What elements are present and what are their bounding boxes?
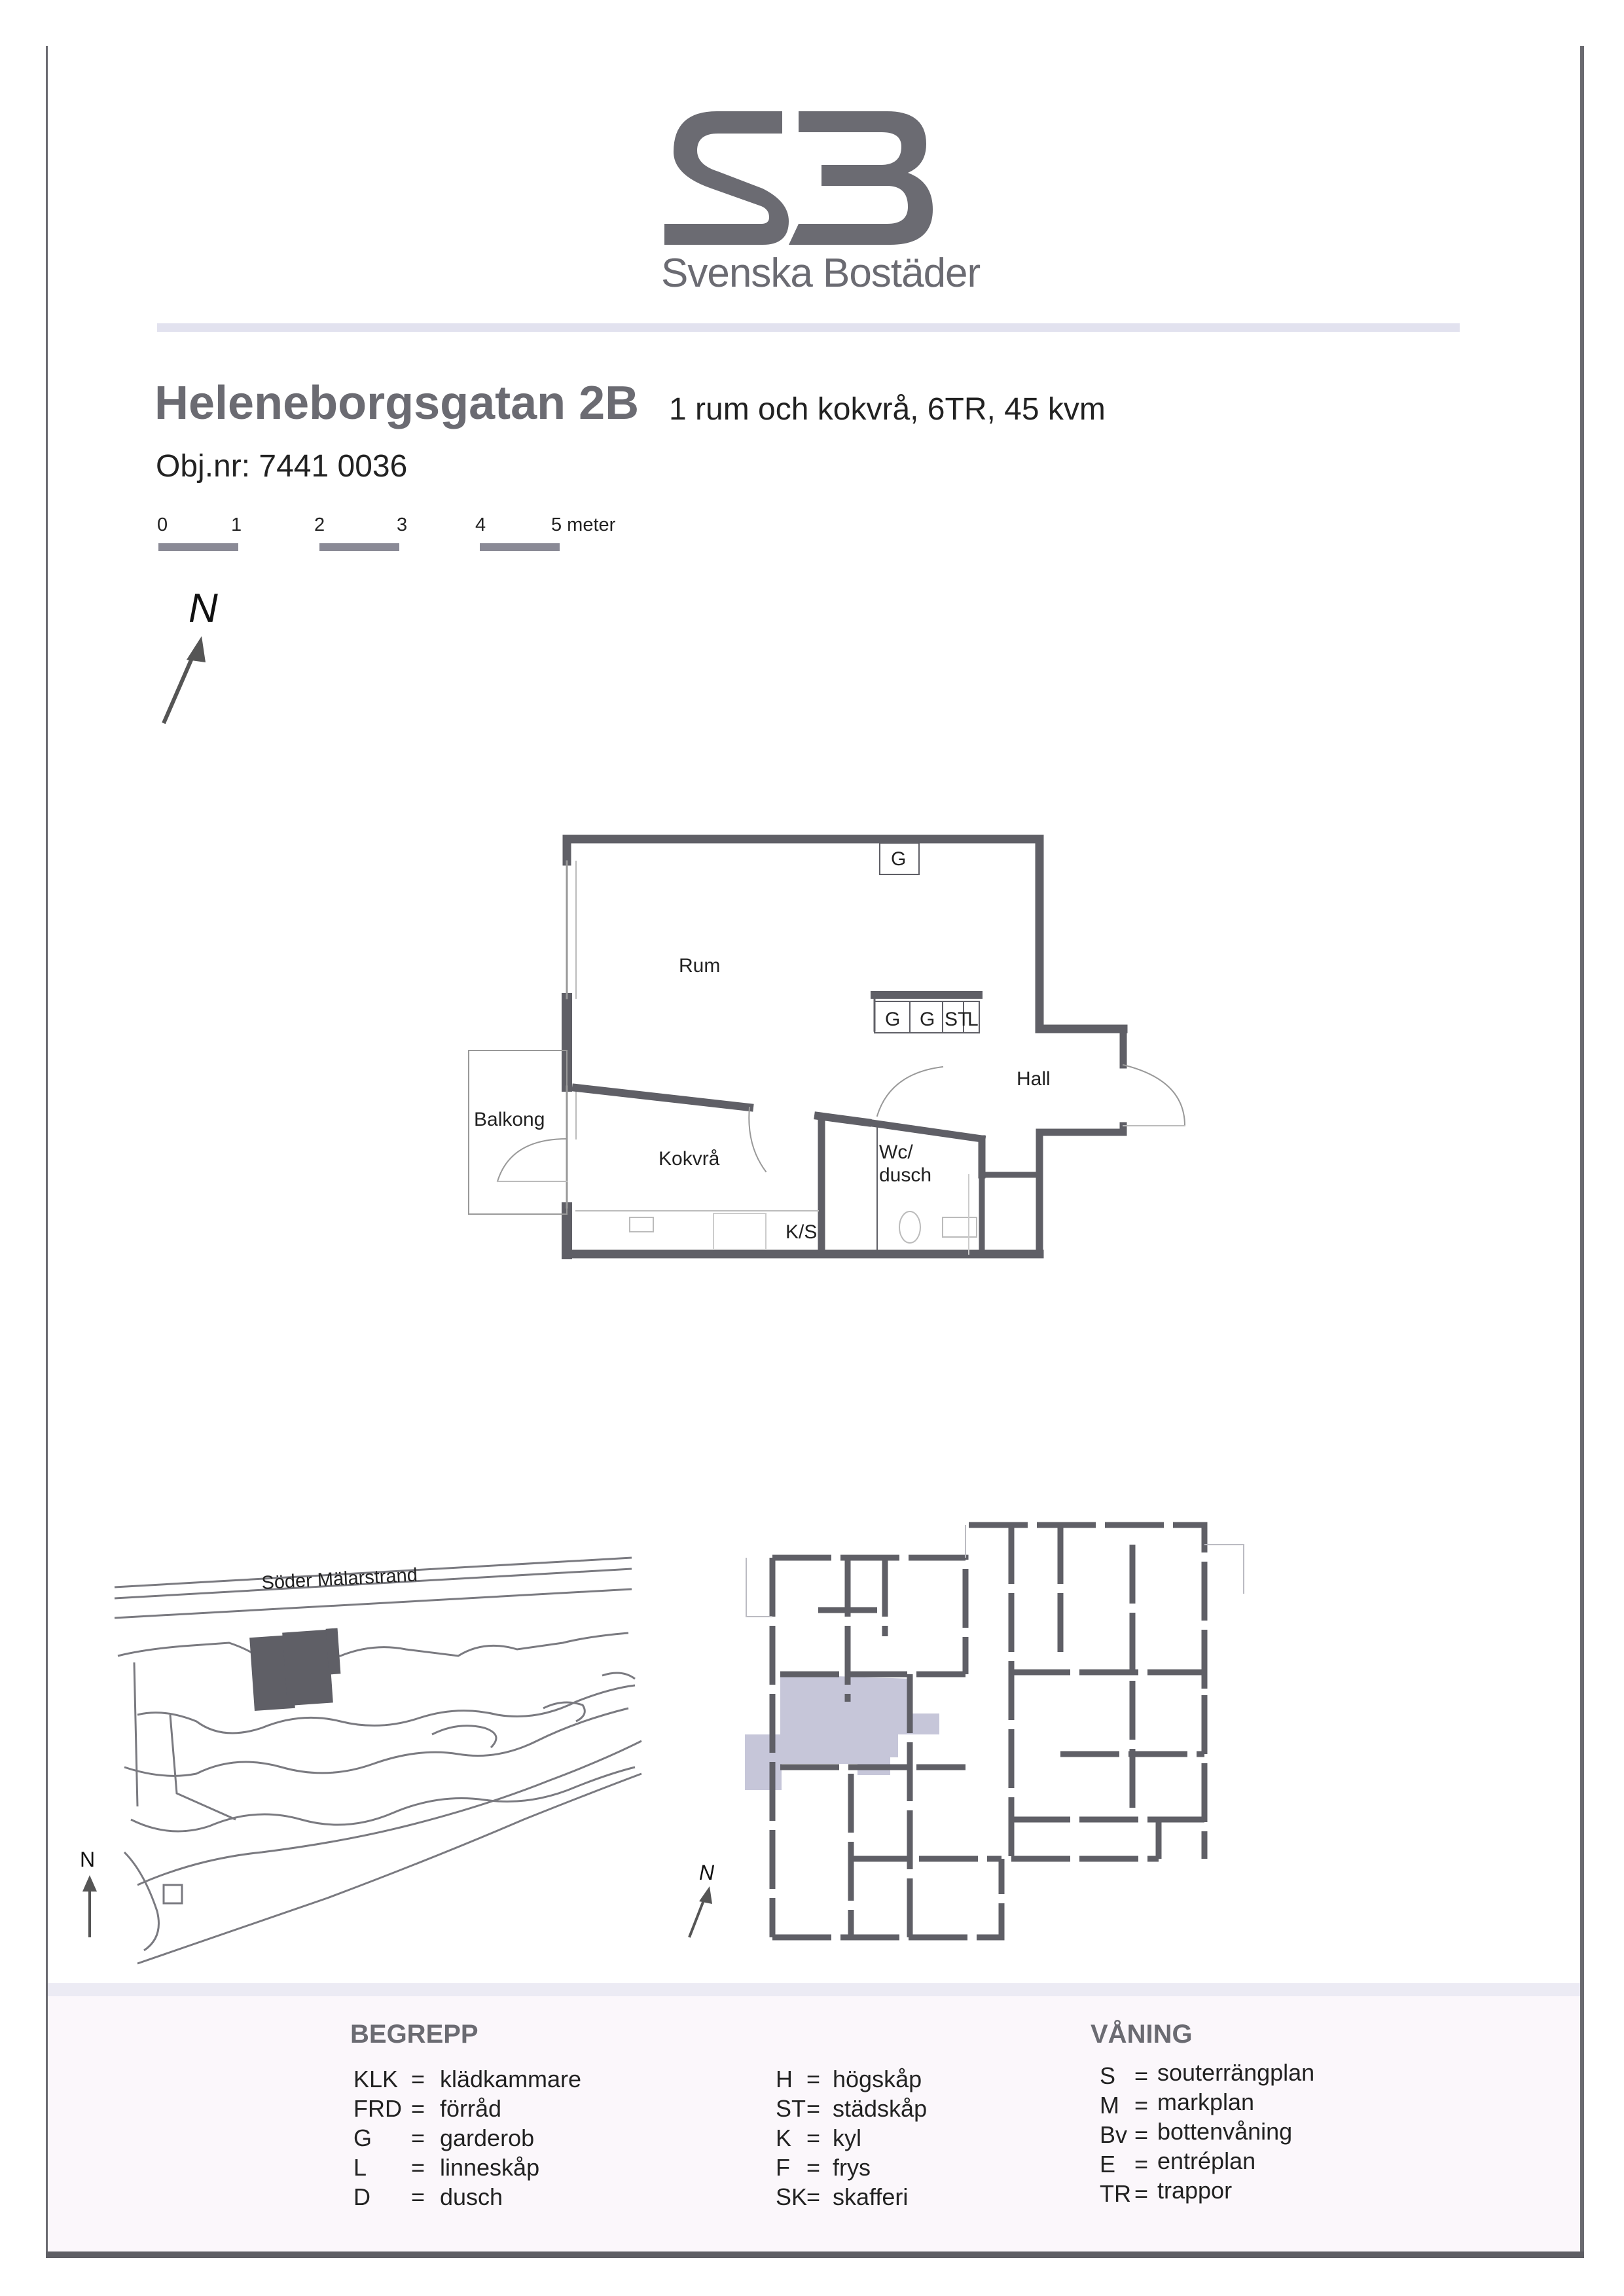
page-frame-right (1580, 46, 1584, 2258)
legend-eq: = (806, 2183, 821, 2210)
floor-plan (458, 825, 1204, 1270)
scale-segment (480, 543, 560, 551)
legend-eq: = (806, 2125, 821, 2151)
legend-divider (48, 1983, 1580, 1996)
legend-row: E (1100, 2151, 1116, 2178)
legend-text: städskåp (833, 2095, 928, 2122)
header-divider (157, 323, 1460, 332)
page-frame-bottom (46, 2251, 1584, 2258)
legend-text: skafferi (833, 2183, 909, 2210)
legend-row: KLK (353, 2066, 399, 2092)
brand-name: Svenska Bostäder (661, 251, 981, 296)
legend-row: TR (1100, 2180, 1131, 2207)
storage-label-l: L (967, 1009, 979, 1030)
scale-label-5: 5 meter (551, 514, 616, 535)
object-number: Obj.nr: 7441 0036 (156, 449, 408, 484)
scale-segment (158, 543, 238, 551)
address-title: Heleneborgsgatan 2B (154, 377, 640, 429)
site-north-label: N (80, 1848, 96, 1871)
legend-eq: = (411, 2154, 425, 2181)
storage-label-g1: G (885, 1009, 901, 1030)
legend-eq: = (1134, 2092, 1149, 2119)
storage-label-st: ST (945, 1009, 970, 1030)
legend-text: linneskåp (440, 2154, 540, 2181)
legend-text: kyl (833, 2125, 861, 2151)
legend-vaning-title: VÅNING (1091, 2020, 1193, 2049)
legend-eq: = (411, 2066, 425, 2092)
legend-row: FRD (353, 2095, 402, 2122)
plan-north-label: N (699, 1861, 715, 1884)
legend-eq: = (1134, 2121, 1149, 2148)
legend-eq: = (1134, 2151, 1149, 2178)
scale-label-2: 2 (314, 514, 325, 535)
legend-eq: = (411, 2125, 425, 2151)
legend-text: garderob (440, 2125, 535, 2151)
legend-eq: = (411, 2095, 425, 2122)
room-label-rum: Rum (679, 955, 721, 977)
page-frame-left (46, 46, 48, 2258)
legend-row: M (1100, 2092, 1119, 2119)
legend-eq: = (806, 2066, 821, 2092)
storage-label-g2: G (920, 1009, 935, 1030)
site-map (65, 1545, 655, 1970)
legend-text: förråd (440, 2095, 502, 2122)
storage-label-g-top: G (891, 848, 907, 870)
scale-label-3: 3 (397, 514, 408, 535)
room-label-dusch: dusch (879, 1164, 932, 1186)
legend-text: trappor (1157, 2177, 1233, 2204)
scale-label-0: 0 (157, 514, 168, 535)
svenska-bostader-logo (664, 105, 939, 255)
legend-row: SK (776, 2183, 808, 2210)
legend-row: S (1100, 2062, 1116, 2089)
legend-eq: = (806, 2095, 821, 2122)
legend-row: Bv (1100, 2121, 1128, 2148)
legend-begrepp-title: BEGREPP (350, 2020, 478, 2049)
legend-row: D (353, 2183, 370, 2210)
legend-eq: = (411, 2183, 425, 2210)
legend-eq: = (1134, 2062, 1149, 2089)
legend-row: H (776, 2066, 793, 2092)
apartment-description: 1 rum och kokvrå, 6TR, 45 kvm (669, 392, 1106, 427)
legend-text: markplan (1157, 2089, 1255, 2115)
scale-segment (319, 543, 399, 551)
north-label: N (189, 586, 218, 631)
legend-row: ST (776, 2095, 806, 2122)
legend-eq: = (1134, 2180, 1149, 2207)
room-label-kokvra: Kokvrå (659, 1148, 720, 1170)
legend-text: frys (833, 2154, 871, 2181)
legend-eq: = (806, 2154, 821, 2181)
room-label-wc: Wc/ (879, 1141, 913, 1163)
legend-text: souterrängplan (1157, 2059, 1315, 2086)
building-plan (687, 1505, 1263, 1950)
north-arrow (151, 576, 236, 733)
legend-text: högskåp (833, 2066, 922, 2092)
legend-row: L (353, 2154, 367, 2181)
legend-text: klädkammare (440, 2066, 582, 2092)
room-label-hall: Hall (1017, 1068, 1051, 1090)
room-label-balkong: Balkong (474, 1109, 545, 1130)
legend-text: dusch (440, 2183, 503, 2210)
legend-row: G (353, 2125, 372, 2151)
room-label-ks: K/S (785, 1221, 818, 1243)
legend-text: entréplan (1157, 2147, 1256, 2174)
legend-row: F (776, 2154, 790, 2181)
legend-row: K (776, 2125, 792, 2151)
scale-label-1: 1 (231, 514, 242, 535)
legend-text: bottenvåning (1157, 2118, 1293, 2145)
scale-label-4: 4 (475, 514, 486, 535)
street-label: Söder Mälarstrand (261, 1564, 418, 1594)
